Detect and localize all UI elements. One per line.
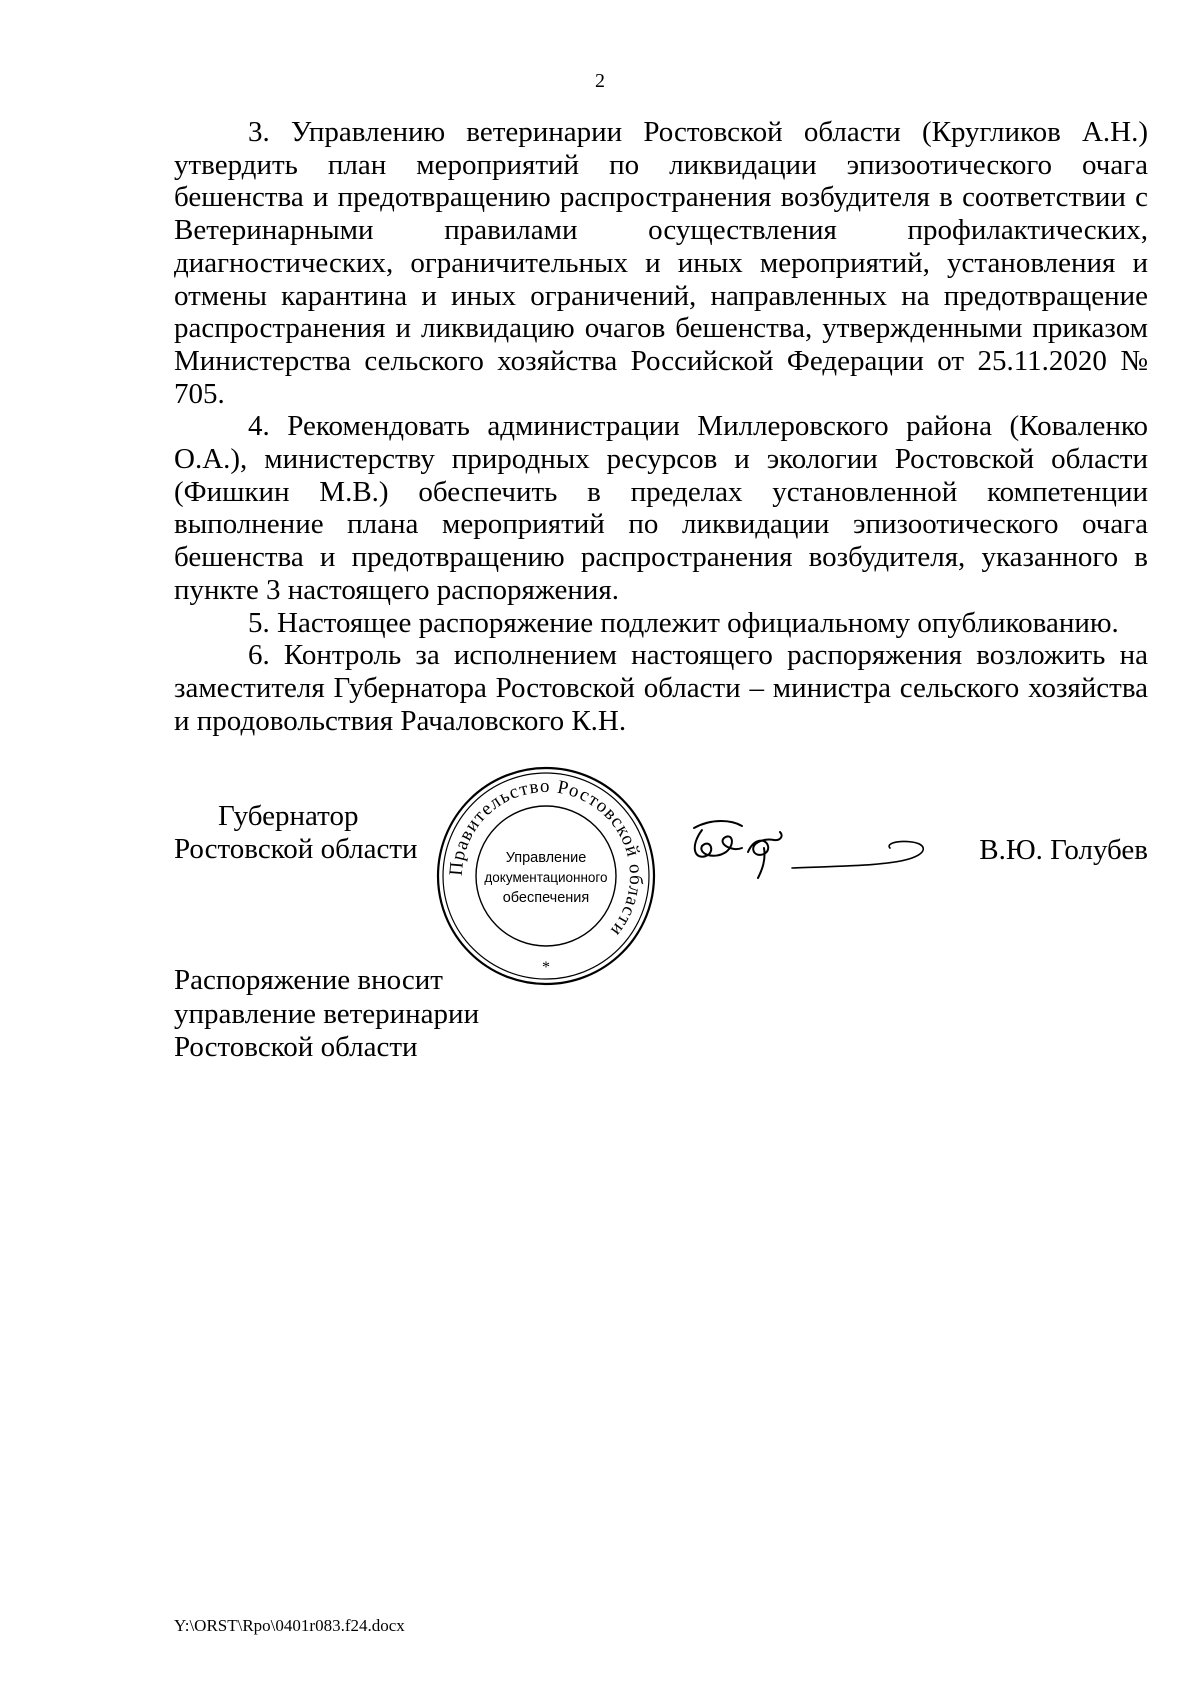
paragraph-line: с Ветеринарными правилами осуществления профилактических, <box>174 181 1149 247</box>
paragraph-3 <box>174 116 1148 410</box>
paragraph-6 <box>174 639 1148 737</box>
position-line: Губернатор <box>218 800 359 832</box>
paragraph-line: и предотвращению распространения возбудителя в соответствии <box>312 181 1126 214</box>
paragraph-line: в пункте 3 настоящего распоряжения. <box>174 541 1148 606</box>
submitted-by <box>174 964 479 1065</box>
paragraph-line: области (Фишкин М.В.) обеспечить в пределах установленной компетенции <box>174 443 1149 508</box>
signatory-name: В.Ю. Голубев <box>979 834 1148 866</box>
seal-center-line: Управление <box>505 850 587 866</box>
paragraph-line: хозяйства и продовольствия Рачаловского К.Н. <box>174 671 1149 737</box>
paragraph-4 <box>174 410 1148 606</box>
paragraph-line: на заместителя Губернатора Ростовской области – министра сельского <box>174 639 1149 704</box>
footer-file-path: Y:\ORST\Rpo\0401r083.f24.docx <box>174 1616 405 1635</box>
paragraph-line: распространения и ликвидацию очагов бешенства, утвержденными приказом <box>174 312 1148 345</box>
order-body <box>174 116 1148 737</box>
paragraph-line: Министерства сельского хозяйства Российской Федерации от 25.11.2020 № 705. <box>174 344 1148 410</box>
handwritten-signature <box>680 808 950 888</box>
seal-center-line: обеспечения <box>502 890 590 906</box>
paragraph-line: 5. Настоящее распоряжение подлежит официальному опубликованию. <box>248 606 1119 639</box>
paragraph-line: (Коваленко О.А.), министерству природных ресурсов и экологии Ростовской <box>174 410 1148 476</box>
paragraph-line: 6. Контроль за исполнением настоящего распоряжения возложить <box>248 639 1106 672</box>
paragraph-line: выполнение плана мероприятий по ликвидации эпизоотического очага <box>174 508 1148 541</box>
paragraph-line: 3. Управлению ветеринарии Ростовской области (Кругликов А.Н.) <box>248 116 1148 148</box>
seal-center-line: документационного <box>484 870 608 885</box>
paragraph-5 <box>174 607 1148 640</box>
paragraph-line: диагностических, ограничительных и иных мероприятий, установления <box>174 246 1116 279</box>
seal-ring-text-path: Правительство Ростовской области <box>445 775 647 942</box>
signatory-position <box>174 800 418 866</box>
paragraph-line: 4. Рекомендовать администрации Миллеровского района <box>248 410 992 443</box>
paragraph-line: бешенства и предотвращению распространения возбудителя, указанного <box>174 541 1119 574</box>
page-number: 2 <box>595 70 605 92</box>
paragraph-line: и отмены карантина и иных ограничений, направленных на предотвращение <box>174 246 1149 312</box>
paragraph-line: утвердить план мероприятий по ликвидации эпизоотического очага бешенства <box>174 148 1148 214</box>
submitter-line: Ростовской области <box>174 1031 418 1063</box>
position-line: Ростовской области <box>174 833 418 865</box>
submitter-line: управление ветеринарии <box>174 997 480 1030</box>
submitter-line: Распоряжение вносит <box>174 964 443 996</box>
seal-star: * <box>542 959 550 976</box>
official-seal-stamp <box>432 762 660 990</box>
